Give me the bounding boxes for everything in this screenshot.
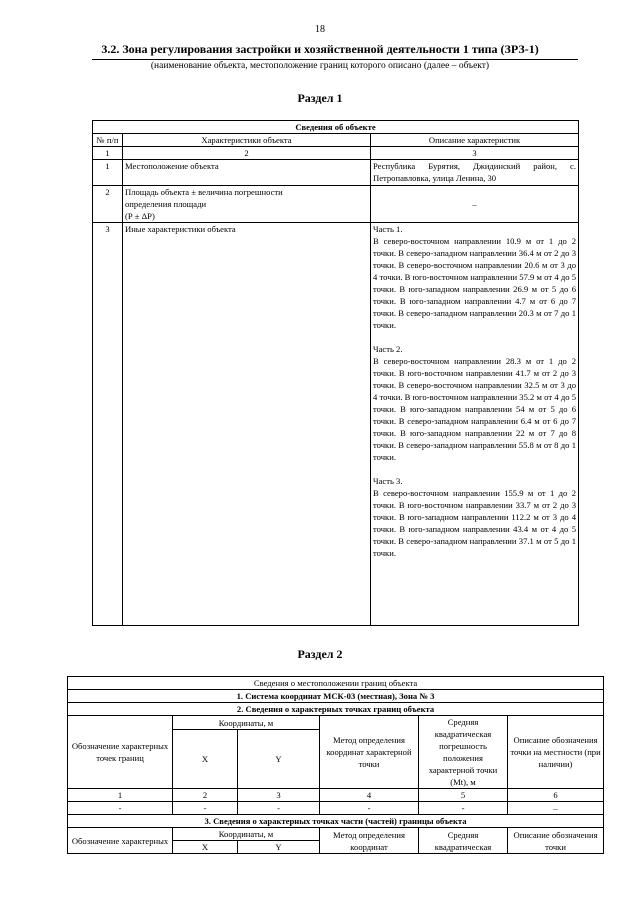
row-number: 1 <box>93 160 123 186</box>
row-name-line: (Р ± ΔР) <box>125 211 155 221</box>
document-subtitle: (наименование объекта, местоположение границ которого описано (далее – объект) <box>150 61 490 71</box>
part-text: В северо-восточном направлении 28.3 м от 1 до 2 точки. В юго-восточном направлении 41.7 м от 2 до 3 точки. В северо-восточном направлении 32.5 м от 3 до 4 точки. В юго-восточном направлении 35.2 м от 4 до 5 точки. В юго-западном направлении 54 м от 5 до 6 точки. В северо-западном направлении 6.4 м от 6 до 7 точки. В юго-западном направлении 22 м от 7 до 8 точки. В северо-западном направлении 55.8 м от 8 до 1 точки. <box>373 356 576 462</box>
row-description <box>371 223 579 626</box>
boundary-table-title: Сведения о местоположении границ объекта <box>68 677 604 690</box>
table-row <box>68 802 604 815</box>
column-index: 6 <box>508 789 604 802</box>
row-name: Иные характеристики объекта <box>123 223 371 626</box>
part-header-point-designation: Обозначение характерных <box>68 828 173 854</box>
column-index: 4 <box>320 789 419 802</box>
part-header-accuracy: Средняя квадратическая <box>419 828 508 854</box>
row-name-line: определения площади <box>125 199 207 209</box>
header-num: № п/п <box>93 134 123 147</box>
page-number: 18 <box>315 24 325 35</box>
row-description: – <box>371 186 579 223</box>
document-title: 3.2. Зона регулирования застройки и хозяйственной деятельности 1 типа (ЗРЗ-1) <box>101 42 539 56</box>
header-description: Описание характеристик <box>371 134 579 147</box>
row-name-line: Площадь объекта ± величина погрешности <box>125 187 283 197</box>
header-characteristics: Характеристики объекта <box>123 134 371 147</box>
boundary-location-table <box>67 676 604 854</box>
part-spacer <box>373 331 576 343</box>
part-title: Часть 3. <box>373 476 403 486</box>
title-underline <box>92 59 578 60</box>
column-index: 1 <box>68 789 173 802</box>
header-method: Метод определения координат характерной точки <box>320 716 419 789</box>
data-cell: - <box>68 802 173 815</box>
part-text: В северо-восточном направлении 10.9 м от 1 до 2 точки. В северо-западном направлении 36.4 м от 2 до 3 точки. В северо-восточном направлении 20.6 м от 3 до 4 точки. В юго-восточном направлении 57.9 м от 4 до 5 точки. В юго-западном направлении 26.9 м от 5 до 6 точки. В юго-западном направлении 4.7 м от 6 до 7 точки. В северо-западном направлении 20.3 м от 7 до 1 точки. <box>373 236 576 330</box>
column-index: 3 <box>238 789 320 802</box>
part-points-heading: 3. Сведения о характерных точках части (частей) границы объекта <box>68 815 604 828</box>
header-accuracy: Средняя квадратическая погрешность положения характерной точки (Mt), м <box>419 716 508 789</box>
column-index: 2 <box>173 789 238 802</box>
table-row <box>93 223 579 626</box>
row-number: 3 <box>93 223 123 626</box>
part-title: Часть 1. <box>373 224 403 234</box>
object-info-table <box>92 120 579 626</box>
boundary-points-heading: 2. Сведения о характерных точках границ объекта <box>68 703 604 716</box>
header-y: Y <box>238 730 320 789</box>
part-header-point-description: Описание обозначения точки <box>508 828 604 854</box>
part-header-x: X <box>173 841 238 854</box>
header-coordinates: Координаты, м <box>173 716 320 730</box>
header-x: X <box>173 730 238 789</box>
data-cell: – <box>508 802 604 815</box>
column-index: 5 <box>419 789 508 802</box>
coordinate-system-heading: 1. Система координат МСК-03 (местная), Зона № 3 <box>68 690 604 703</box>
table-row <box>93 160 579 186</box>
row-name: Местоположение объекта <box>123 160 371 186</box>
part-header-method: Метод определения координат <box>320 828 419 854</box>
header-point-description: Описание обозначения точки на местности (при наличии) <box>508 716 604 789</box>
header-point-designation: Обозначение характерных точек границ <box>68 716 173 789</box>
data-cell: - <box>173 802 238 815</box>
data-cell: - <box>320 802 419 815</box>
part-header-coordinates: Координаты, м <box>173 828 320 841</box>
header-num-index: 1 <box>93 147 123 160</box>
data-cell: - <box>238 802 320 815</box>
row-number: 2 <box>93 186 123 223</box>
part-header-y: Y <box>238 841 320 854</box>
header-description-index: 3 <box>371 147 579 160</box>
part-text: В северо-восточном направлении 155.9 м от 1 до 2 точки. В юго-восточном направлении 33.7 м от 2 до 3 точки. В юго-западном направлении 112.2 м от 3 до 4 точки. В юго-западном направлении 43.4 м от 4 до 5 точки. В северо-западном направлении 37.1 м от 5 до 1 точки. <box>373 488 576 558</box>
header-characteristics-index: 2 <box>123 147 371 160</box>
object-info-title: Сведения об объекте <box>93 121 579 134</box>
data-cell: - <box>419 802 508 815</box>
row-name <box>123 186 371 223</box>
section2-heading: Раздел 2 <box>297 647 343 661</box>
part-title: Часть 2. <box>373 344 403 354</box>
table-row <box>93 186 579 223</box>
row-description: Республика Бурятия, Джидинский район, с. Петропавловка, улица Ленина, 30 <box>371 160 579 186</box>
section1-heading: Раздел 1 <box>297 91 343 105</box>
part-spacer <box>373 463 576 475</box>
